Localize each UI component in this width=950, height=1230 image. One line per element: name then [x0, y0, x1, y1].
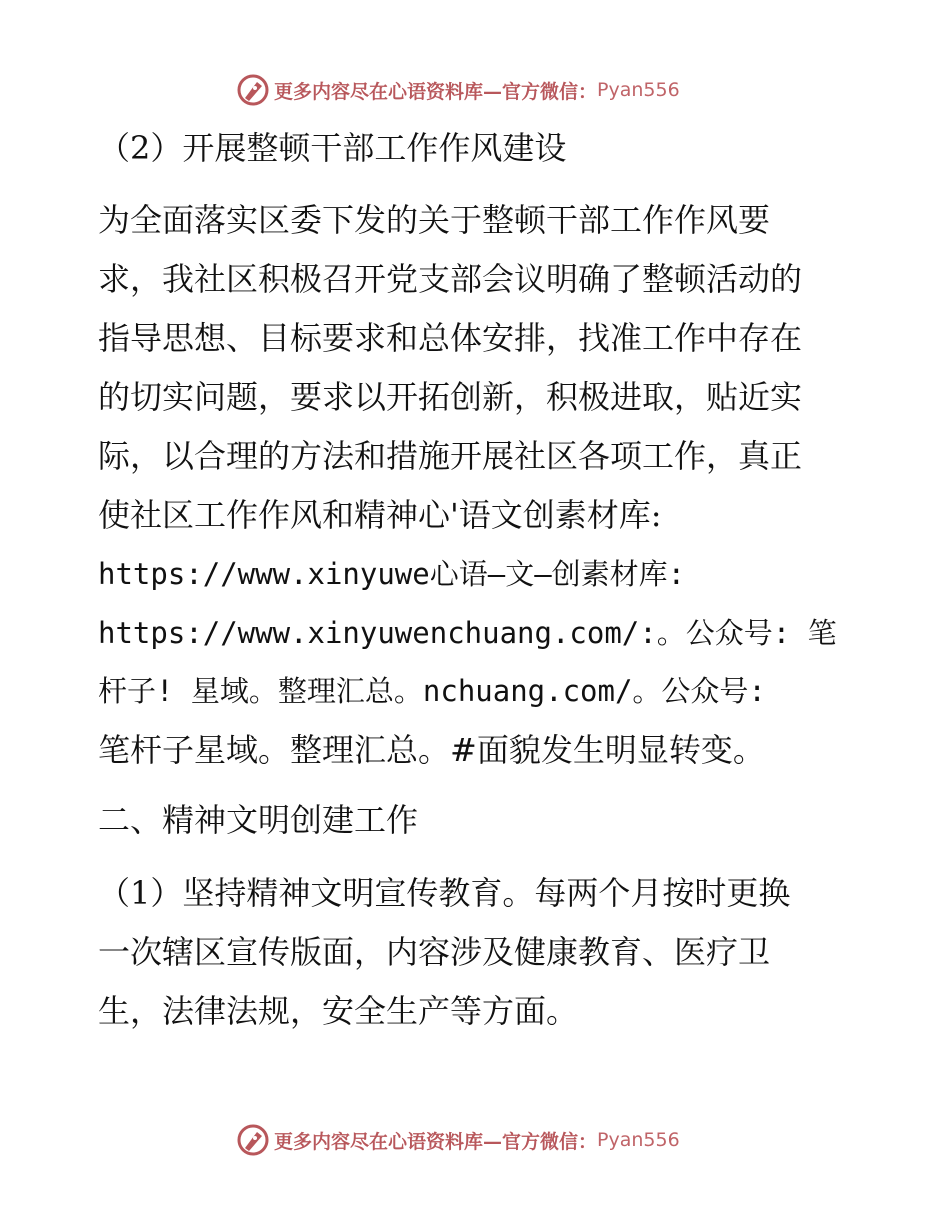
- section-heading: （2）开展整顿干部工作作风建设: [98, 129, 567, 167]
- watermark-id: Pyan556: [597, 79, 680, 101]
- paragraph-line: 指导思想、目标要求和总体安排，找准工作中存在: [98, 319, 803, 357]
- paragraph-line: 一次辖区宣传版面，内容涉及健康教育、医疗卫: [98, 933, 771, 971]
- paragraph-line: 使社区工作作风和精神心'语文创素材库:: [98, 496, 662, 534]
- section-heading: 二、精神文明创建工作: [98, 801, 419, 839]
- paragraph-line: 笔杆子星域。整理汇总。#面貌发生明显转变。: [98, 731, 765, 769]
- paragraph-line: 为全面落实区委下发的关于整顿干部工作作风要: [98, 201, 771, 239]
- watermark-id: Pyan556: [597, 1129, 680, 1151]
- paragraph-line: 杆子! 星域。整理汇总。nchuang.com/。公众号:: [98, 674, 766, 708]
- paragraph-line: 生，法律法规，安全生产等方面。: [98, 992, 579, 1030]
- pen-nib-logo-icon: [236, 1123, 270, 1157]
- paragraph-line: 的切实问题，要求以开拓创新，积极进取，贴近实: [98, 378, 803, 416]
- paragraph-line: 求，我社区积极召开党支部会议明确了整顿活动的: [98, 260, 803, 298]
- watermark-text: 更多内容尽在心语资料库—官方微信：: [274, 80, 598, 103]
- watermark-footer: [236, 1122, 756, 1158]
- paragraph-line: https://www.xinyuwenchuang.com/:。公众号: 笔: [98, 616, 837, 650]
- paragraph-line: 际，以合理的方法和措施开展社区各项工作，真正: [98, 437, 803, 475]
- watermark-header: [236, 72, 756, 108]
- pen-nib-logo-icon: [236, 73, 270, 107]
- watermark-text: 更多内容尽在心语资料库—官方微信：: [274, 1130, 598, 1153]
- paragraph-line: https://www.xinyuwe心语—文—创素材库:: [98, 557, 686, 591]
- paragraph-line: （1）坚持精神文明宣传教育。每两个月按时更换: [98, 874, 791, 912]
